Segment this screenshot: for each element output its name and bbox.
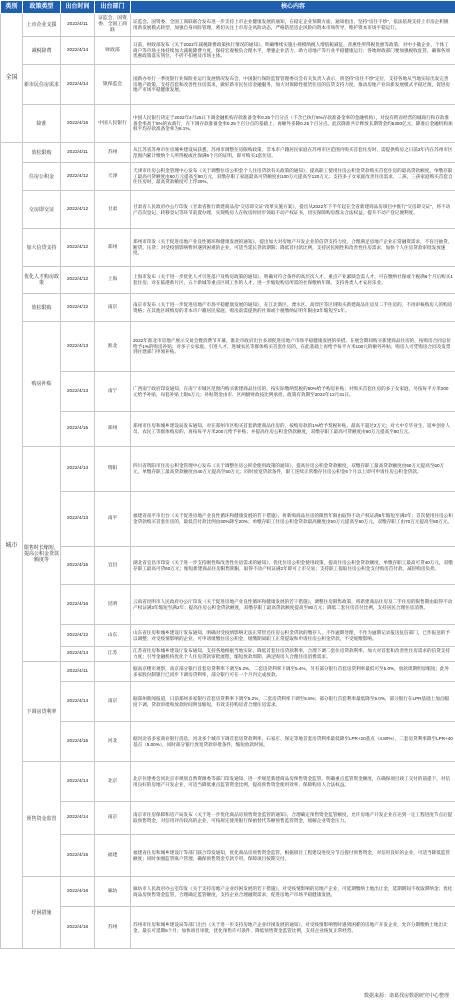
content-cell: 日前，财政部发布《关于2022年减税降费政策执行情况的通知》，明确继续实施小规模纳税人增值税减征、普惠性所得税优惠等政策，对中小微企业、个体工商户等市场主体持续加大减税降费力度，保持宏观税负合理水平，增强企业活力，助力房地产等行业平稳健康运行；各地财政部门要加强税收征管，确保各项优惠政策落实到位，不折不扣惠及市场主体。 xyxy=(131,37,455,65)
date-cell: 2022/4/14 xyxy=(61,802,95,835)
dept-cell xyxy=(95,662,131,682)
date-cell: 2022/4/12 xyxy=(61,191,95,229)
table-row xyxy=(1,37,455,65)
date-cell: 2022/4/12 xyxy=(61,294,95,322)
table-row xyxy=(1,625,455,647)
date-cell: 2022/4/13 xyxy=(61,322,95,372)
table-row xyxy=(1,662,455,682)
dept-cell: 山东 xyxy=(95,625,131,647)
policy-type-cell: 购房补贴 xyxy=(23,322,61,447)
dept-cell: 南宁 xyxy=(95,372,131,412)
table-body xyxy=(1,14,455,949)
table-row xyxy=(1,585,455,625)
date-cell: 2022/4/14 xyxy=(61,37,95,65)
header-department: 出台部门 xyxy=(95,1,131,14)
dept-cell: 昆明 xyxy=(95,585,131,625)
content-cell: 郑州市印发《关于促进房地产业良性循环和健康发展的通知》，提出加大对房地产开发企业的信贷支持力度，合理满足房地产企业正常融资需求，不盲目抽贷、断贷、压贷；对受疫情影响暂时遇到困难的企业，可适当延长贷款期限；降低首付款比例，支持居民刚性和改善性住房需求，加快个人住房贷款审批发放速度。 xyxy=(131,229,455,267)
dept-cell: 福建 xyxy=(95,835,131,877)
policy-type-cell: 放松限购 xyxy=(23,143,61,163)
dept-cell: 淮北 xyxy=(95,322,131,372)
dept-cell: 银保监会 xyxy=(95,65,131,105)
content-cell: 南京市发布《关于进一步促进房地产市场平稳健康发展的通知》，在江北新区、溧水区、高淳区等区域购买新建商品住房及二手住房的，不再审核购房人的购房资格；在其他区域购房的非本市户籍居民家庭，购房前需提供的社保或个税缴纳证明年限由2年缩短至1年。 xyxy=(131,294,455,322)
dept-cell: 江苏 xyxy=(95,647,131,662)
policy-type-cell: 放松限购 xyxy=(23,294,61,322)
source-note: 数据来源：诸葛找房数据研究中心整理 xyxy=(363,993,449,999)
header-date: 出台时间 xyxy=(61,1,95,14)
table-header xyxy=(1,1,455,14)
table-row xyxy=(1,191,455,229)
date-cell: 2022/4/11 xyxy=(61,662,95,682)
date-cell: 2022/4/13 xyxy=(61,372,95,412)
dept-cell: 南京 xyxy=(95,682,131,722)
date-cell: 2022/4/12 xyxy=(61,229,95,267)
content-cell: 从江苏省苏州市住房城乡建设局获悉，苏州市调整住房限购政策，非本市户籍居民家庭在苏州市区范围内购买首套住房时，需提供购房之日前2年内在苏州市区范围内累计缴纳个人所得税或社保满6个月的证明，即可购买1套住房。 xyxy=(131,143,455,163)
dept-cell: 南京 xyxy=(95,802,131,835)
content-cell: 山东省住房和城乡建设厅发布通知，明确对受疫情影响无法正常偿还住房公积金贷款的缴存人，不作逾期处理，不作为逾期记录报送征信部门，已作报送的予以调整；对受疫情影响的企业，可申请缓缴住房公积金，缓缴期间职工正常提取和申请住房公积金贷款，不受缓缴影响。 xyxy=(131,625,455,647)
header-row xyxy=(1,1,455,14)
dept-cell: 苏州 xyxy=(95,143,131,163)
table-row xyxy=(1,682,455,722)
category-cell: 全国 xyxy=(1,14,23,143)
dept-cell: 苏州 xyxy=(95,907,131,949)
content-cell: 福建省住房和城乡建设厅等部门联合印发通知，优化商品房预售资金监管，根据项目工程建设进度分节点拨付预售资金，对信用良好的企业，可适当降低监管额度；同时加强监管账户管理，确保预售资金专款专用，保障项目按期交付。 xyxy=(131,835,455,877)
date-cell: 2022/4/14 xyxy=(61,762,95,802)
table-row xyxy=(1,163,455,191)
table-row xyxy=(1,547,455,585)
dept-cell: 证监会、国资委、全国工商联 xyxy=(95,14,131,37)
header-policy-type: 政策类型 xyxy=(23,1,61,14)
content-cell: 江苏省住房和城乡建设厅发布通知，支持各地根据当地实际，降低首套住房贷款利率，合理下调二套住房贷款利率，加大对首套和改善性住房需求的信贷支持力度；引导金融机构优化个人住房贷款审批流程，缩短放款周期，满足购房人合理住房消费需求。 xyxy=(131,647,455,662)
content-cell: 据河北省多家商业银行消息，河北多个城市下调首套房贷款利率，石家庄、保定等地首套房贷利率最低降至LPR+20基点（4.80%），二套房贷利率降至LPR+40基点（5.00%），同时部分银行放宽贷款审批条件，缩短放款时间。 xyxy=(131,722,455,762)
dept-cell: 河北 xyxy=(95,722,131,762)
content-cell: 郑州市住房和城乡建设局发布通知，对在郑州市区购买首套新建商品住房的，按购房款的1%给予契税补贴，最高不超过2万元；对大中专毕业生、返乡创业人员、农民工等群体购房的，再按每平方米200元给予补贴；并提高住房公积金贷款额度，双缴存职工最高可贷额度由60万元提高至80万元。 xyxy=(131,412,455,447)
content-cell: 据郑州新闻报道，日前郑州多家银行首套房贷利率下调至5.2%，二套房贷利率下调至5.5%；部分银行首套利率最低降至5.0%，部分银行在LPR基础上加点幅度下调，贷款审批和放款时间明显缩短，有效支持购房者合理住房需求。 xyxy=(131,682,455,722)
dept-cell: 财政部 xyxy=(95,37,131,65)
date-cell: 2022/4/12 xyxy=(61,625,95,647)
date-cell: 2022/4/15 xyxy=(61,105,95,143)
table-row xyxy=(1,65,455,105)
dept-cell: 郑州 xyxy=(95,412,131,447)
date-cell: 2022/4/11 xyxy=(61,143,95,163)
policy-type-cell: 加大信贷支持 xyxy=(23,229,61,267)
table-row xyxy=(1,105,455,143)
dept-cell: 资阳 xyxy=(95,447,131,492)
content-cell: 天津市住房公积金管理中心发布《关于调整住房公积金个人住房贷款有关政策的通知》，提高职工使用住房公积金贷款购买首套住房的最高贷款额度，单缴存职工最高可贷额度由60万元提高至80万元，双缴存职工家庭最高可贷额度由100万元提高至120万元；支持多子女家庭改善住房需求，二孩、三孩家庭购买首套自住住房时，最高贷款额度可上浮20%。 xyxy=(131,163,455,191)
table-row xyxy=(1,14,455,37)
policy-type-cell: 降准 xyxy=(23,105,61,143)
dept-cell: 北京 xyxy=(95,762,131,802)
date-cell: 2022/4/14 xyxy=(61,682,95,722)
table-row xyxy=(1,294,455,322)
table-row xyxy=(1,877,455,907)
date-cell: 2022/4/13 xyxy=(61,492,95,547)
table-row xyxy=(1,229,455,267)
dept-cell: 南京 xyxy=(95,294,131,322)
content-cell: 中国人民银行决定于2022年4月25日下调金融机构存款准备金率0.25个百分点（不含已执行5%存款准备金率的金融机构），对没有跨省经营的城商行和存款准备金率高于5%的农商行，在下调存款准备金率0.25个百分点的基础上，再额外多降0.25个百分点。此次降准共计释放长期资金约5300亿元，降准后金融机构加权平均存款准备金率为8.1%。 xyxy=(131,105,455,143)
table-row xyxy=(1,907,455,949)
policy-type-cell: 交房即交证 xyxy=(23,191,61,229)
date-cell: 2022/4/14 xyxy=(61,65,95,105)
date-cell: 2022/4/11 xyxy=(61,14,95,37)
date-cell: 2022/4/12 xyxy=(61,267,95,294)
dept-cell: 中国人民银行 xyxy=(95,105,131,143)
table-row xyxy=(1,762,455,802)
content-cell: 南京市住房保障和房产局发布《关于进一步优化商品房预售资金监管的通知》，合理确定预售资金监管额度，允许房地产开发企业在达到一定工程进度节点后提取预售资金，对信用评价较高的企业，可按规定使用银行保函替代等额预售监管资金，缓解企业资金压力。 xyxy=(131,802,455,835)
policy-type-cell: 住房公积金 xyxy=(23,163,61,191)
table-row xyxy=(1,722,455,762)
content-cell: 四川省资阳市住房公积金管理中心发布《关于调整住房公积金使用政策的通知》，提高住房公积金贷款额度，双缴存职工最高贷款额度由50万元提高至60万元，单缴存职工最高贷款额度由40万元提高至50万元；同时放宽贷款条件，职工连续正常缴存住房公积金6个月以上即可申请住房公积金贷款。 xyxy=(131,447,455,492)
content-cell: 苏州市住房和城乡建设局等部门出台《关于进一步支持房地产企业纾困发展的通知》，对受疫情影响暂时遇到困难的房地产开发企业，允许分期缴纳土地出让金，最长可延期6个月；加快项目审批，优化预售许可条件，降低预售资金监管比例，支持企业恢复正常经营。 xyxy=(131,907,455,949)
content-cell: 广西南宁政府印发通知，在南宁市城区范围内购买新建商品住房的，按实际缴纳契税的50%给予购房补贴；对购买首套住房的多子女家庭，另按每平方米200元给予补贴，每套补贴上限5万元；补贴资金由市、区两级财政按比例承担，政策有效期至2022年12月31日。 xyxy=(131,372,455,412)
date-cell: 2022/4/15 xyxy=(61,722,95,762)
content-cell: 湖北省宜昌市印发《关于进一步支持刚性和改善性住房需求的通知》，优化住房公积金使用政策，提高住房公积金贷款额度，单缴存职工最高可贷40万元，双缴存职工最高可贷60万元；缩短新建商品住房限售期限，取得不动产权证满2年即可上市交易；支持职工提取住房公积金支付购房首付款，减轻购房负担。 xyxy=(131,547,455,585)
content-cell: 上海市发布《关于进一步优化人才引进落户及购房政策的通知》，明确对符合条件的高层次人才、重点产业紧缺急需人才，可在缴纳社保或个税满6个月后购买1套住房；对在临港新片区、五个新城等重点区域工作的人才，进一步缩短购房所需的社保缴纳年限，支持各类人才安居乐业。 xyxy=(131,267,455,294)
policy-type-cell: 新市民住房需求 xyxy=(23,65,61,105)
date-cell: 2022/4/15 xyxy=(61,412,95,447)
header-category: 类别 xyxy=(1,1,23,14)
date-cell: 2022/4/15 xyxy=(61,547,95,585)
table-row xyxy=(1,412,455,447)
policy-type-cell: 上市企业支援 xyxy=(23,14,61,37)
content-cell: 证监会、国资委、全国工商联联合发布进一步支持上市企业健康发展的通知，在稳定企业预期方面，通知指出，坚持“房住不炒”，依法依规支持上市房企积极用新发展模式转型，加强自身风险管理，密切关注上市房企风险动态，严格防范房企风险向资本市场传导，维护资本市场平稳运行。 xyxy=(131,14,455,37)
content-cell: 廊坊市人民政府办公室印发《关于支持房地产企业纾困发展的若干措施》，对受疫情影响的房地产企业，可延期缴纳土地出让金，延期期间不收取滞纳金；优化商品房预售资金监管，合理确定监管额度，支持企业合理融资需求，促进房地产市场平稳健康发展。 xyxy=(131,877,455,907)
dept-cell: 天津 xyxy=(95,163,131,191)
date-cell: 2022/4/12 xyxy=(61,163,95,191)
dept-cell: 南平 xyxy=(95,492,131,547)
category-cell: 城市 xyxy=(1,143,23,949)
dept-cell: 上海 xyxy=(95,267,131,294)
date-cell: 2022/4/13 xyxy=(61,447,95,492)
dept-cell: 甘肃 xyxy=(95,191,131,229)
table-row xyxy=(1,647,455,662)
table-row xyxy=(1,835,455,877)
policy-type-cell: 减税降费 xyxy=(23,37,61,65)
table-row xyxy=(1,802,455,835)
policy-type-cell: 下调房贷利率 xyxy=(23,662,61,762)
table-row xyxy=(1,322,455,372)
table-row xyxy=(1,143,455,163)
dept-cell: 廊坊 xyxy=(95,877,131,907)
date-cell: 2022/4/16 xyxy=(61,907,95,949)
content-cell: 福建省南平市出台《关于促进房地产业良性循环和健康发展的若干措施》，将新购商品住房的限售年限由取得不动产权证满5年缩短至满2年；首次使用住房公积金贷款购买首套住房的，最低首付款比例由30%降至20%；单缴存职工住房公积金贷款最高额度由50万元提高至60万元，双缴存职工由70万元提高至80万元。 xyxy=(131,492,455,547)
policy-type-cell: 预售资金监管 xyxy=(23,762,61,877)
table-row xyxy=(1,492,455,547)
policy-type-cell: 限售时长缩短，提高公积金贷款额度等 xyxy=(23,447,61,662)
content-cell: 2022年淮北市房地产展示交易会暨消费节开幕，淮北市政府出台多项促进房地产市场平稳健康发展的举措。在展会期间购买新建商品住房的，按购房合同总价给予1%的购房补贴；对多子女家庭、引进人才、进城农民等群体购买首套住房的，在此基础上再给予每平方米100元的额外补贴；购房人可凭购房合同及发票到住建部门申领补贴。 xyxy=(131,322,455,372)
content-cell: 据南京楼市观察，南京部分银行首套房贷利率下调至5.2%，二套房贷利率下调至5.4%，另有部分银行首套房贷利率最低可至5.0%，放款周期明显缩短；此外多家股份制银行已同步下调房贷利率，部分银行可在一个月内完成放款。 xyxy=(131,662,455,682)
date-cell: 2022/4/14 xyxy=(61,647,95,662)
policy-type-cell: 优化人才购房政策 xyxy=(23,267,61,294)
content-cell: 国新办举行一季度银行业保险业运行发展情况发布会，中国银行保险监督管理委员会有关负责人表示，将坚持“房住不炒”定位，支持各地从当地实际出发完善房地产政策，支持首套和改善性住房需求，做好新市民住房金融服务，加大对保障性租赁住房的信贷支持力度，推动房地产业向新发展模式平稳过渡，促进房地产市场平稳健康发展。 xyxy=(131,65,455,105)
date-cell: 2022/4/15 xyxy=(61,835,95,877)
dept-cell: 郑州 xyxy=(95,229,131,267)
content-cell: 甘肃省人民政府办公厅印发《甘肃省推行新建商品房“交房即交证”改革实施方案》，提出从2022年下半年起在全省新建商品房项目中推行“交房即交证”，将不动产首次登记、转移登记等环节前置办理，实现购房人在收房时同步领取不动产权证书，切实保障购房群众合法权益，提升不动产登记便利度。 xyxy=(131,191,455,229)
policy-type-cell: 纾困措施 xyxy=(23,877,61,949)
table-row xyxy=(1,372,455,412)
dept-cell: 宜昌 xyxy=(95,547,131,585)
content-cell: 云南省昆明市人民政府办公厅印发《关于促进房地产业良性循环和健康发展的若干措施》，调整住房限售政策，将新建商品住房及二手住房的限售期由取得不动产权证满3年缩短至满2年；提高住房公积金贷款额度，双缴存职工最高贷款额度提高至80万元；降低二套住房首付比例，支持居民合理住房消费。 xyxy=(131,585,455,625)
date-cell: 2022/4/16 xyxy=(61,585,95,625)
content-cell: 北京住建委会同北京市规划自然资源委等部门印发通知，进一步规范新建商品房预售资金监管，明确重点监管资金额度，在确保项目竣工交付的前提下，对信用良好的房地产开发企业，可适当降低重点监管资金比例，提高预售资金使用效率，保障购房人合法权益。 xyxy=(131,762,455,802)
date-cell: 2022/4/16 xyxy=(61,877,95,907)
header-core-content: 核心内容 xyxy=(131,1,455,14)
table-row xyxy=(1,267,455,294)
table-row xyxy=(1,447,455,492)
